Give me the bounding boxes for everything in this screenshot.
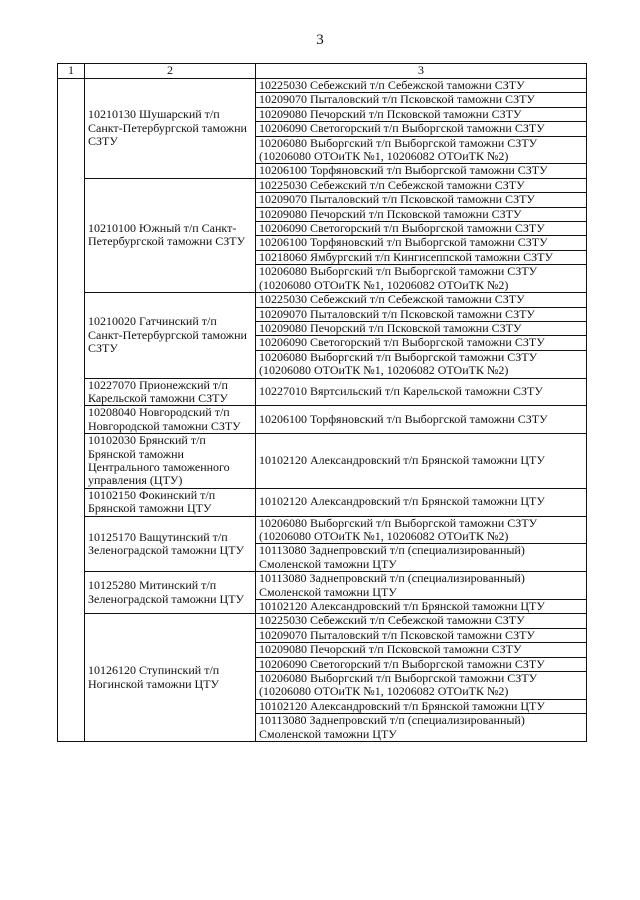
destination-post-cell: 10206090 Светогорский т/п Выборгской таможни СЗТУ: [256, 122, 587, 136]
destination-post-cell: 10225030 Себежский т/п Себежской таможни СЗТУ: [256, 614, 587, 628]
column-header-1: 1: [58, 64, 85, 79]
destination-post-cell: 10113080 Заднепровский т/п (специализированный) Смоленской таможни ЦТУ: [256, 572, 587, 600]
destination-post-cell: 10102120 Александровский т/п Брянской таможни ЦТУ: [256, 600, 587, 614]
destination-post-cell: 10225030 Себежский т/п Себежской таможни СЗТУ: [256, 79, 587, 93]
destination-post-cell: 10225030 Себежский т/п Себежской таможни СЗТУ: [256, 293, 587, 307]
destination-post-cell: 10209070 Пыталовский т/п Псковской таможни СЗТУ: [256, 307, 587, 321]
destination-post-cell: 10209070 Пыталовский т/п Псковской таможни СЗТУ: [256, 628, 587, 642]
table-row: [58, 572, 587, 600]
table-row: [58, 178, 587, 192]
column-header-2: 2: [85, 64, 256, 79]
destination-post-cell: 10206100 Торфяновский т/п Выборгской таможни СЗТУ: [256, 164, 587, 178]
destination-post-cell: 10102120 Александровский т/п Брянской таможни ЦТУ: [256, 488, 587, 516]
destination-post-cell: 10206080 Выборгский т/п Выборгской таможни СЗТУ (10206080 ОТОиТК №1, 10206082 ОТОиТК №2): [256, 136, 587, 164]
destination-post-cell: 10209080 Печорский т/п Псковской таможни СЗТУ: [256, 321, 587, 335]
destination-post-cell: 10227010 Вяртсильский т/п Карельской таможни СЗТУ: [256, 378, 587, 406]
origin-post-cell: 10208040 Новгородский т/п Новгородской таможни СЗТУ: [85, 406, 256, 434]
origin-post-cell: 10102150 Фокинский т/п Брянской таможни ЦТУ: [85, 488, 256, 516]
origin-post-cell: 10210100 Южный т/п Санкт-Петербургской таможни СЗТУ: [85, 178, 256, 292]
table-row: [58, 488, 587, 516]
table-row: [58, 79, 587, 93]
origin-post-cell: 10227070 Прионежский т/п Карельской таможни СЗТУ: [85, 378, 256, 406]
destination-post-cell: 10206080 Выборгский т/п Выборгской таможни СЗТУ (10206080 ОТОиТК №1, 10206082 ОТОиТК №2): [256, 672, 587, 700]
destination-post-cell: 10206080 Выборгский т/п Выборгской таможни СЗТУ (10206080 ОТОиТК №1, 10206082 ОТОиТК №2): [256, 350, 587, 378]
destination-post-cell: 10209070 Пыталовский т/п Псковской таможни СЗТУ: [256, 93, 587, 107]
table-row: [58, 434, 587, 489]
destination-post-cell: 10113080 Заднепровский т/п (специализированный) Смоленской таможни ЦТУ: [256, 544, 587, 572]
header-row: [58, 64, 587, 79]
destination-post-cell: 10209080 Печорский т/п Псковской таможни СЗТУ: [256, 107, 587, 121]
customs-route-table: [57, 63, 587, 742]
origin-post-cell: 10125170 Ващутинский т/п Зеленоградской таможни ЦТУ: [85, 516, 256, 572]
table-row: [58, 378, 587, 406]
destination-post-cell: 10102120 Александровский т/п Брянской таможни ЦТУ: [256, 699, 587, 713]
origin-post-cell: 10125280 Митинский т/п Зеленоградской таможни ЦТУ: [85, 572, 256, 614]
column-header-3: 3: [256, 64, 587, 79]
origin-post-cell: 10126120 Ступинский т/п Ногинской таможни ЦТУ: [85, 614, 256, 742]
destination-post-cell: 10206090 Светогорский т/п Выборгской таможни СЗТУ: [256, 657, 587, 671]
origin-post-cell: 10102030 Брянский т/п Брянской таможни Центрального таможенного управления (ЦТУ): [85, 434, 256, 489]
destination-post-cell: 10206090 Светогорский т/п Выборгской таможни СЗТУ: [256, 222, 587, 236]
table-row: [58, 516, 587, 544]
destination-post-cell: 10102120 Александровский т/п Брянской таможни ЦТУ: [256, 434, 587, 489]
destination-post-cell: 10206090 Светогорский т/п Выборгской таможни СЗТУ: [256, 336, 587, 350]
table-body: [58, 79, 587, 742]
destination-post-cell: 10209070 Пыталовский т/п Псковской таможни СЗТУ: [256, 193, 587, 207]
destination-post-cell: 10206080 Выборгский т/п Выборгской таможни СЗТУ (10206080 ОТОиТК №1, 10206082 ОТОиТК №2): [256, 516, 587, 544]
destination-post-cell: 10206080 Выборгский т/п Выборгской таможни СЗТУ (10206080 ОТОиТК №1, 10206082 ОТОиТК №2): [256, 265, 587, 293]
origin-post-cell: 10210130 Шушарский т/п Санкт-Петербургской таможни СЗТУ: [85, 79, 256, 179]
destination-post-cell: 10218060 Ямбургский т/п Кингисеппской таможни СЗТУ: [256, 250, 587, 264]
destination-post-cell: 10209080 Печорский т/п Псковской таможни СЗТУ: [256, 207, 587, 221]
destination-post-cell: 10225030 Себежский т/п Себежской таможни СЗТУ: [256, 178, 587, 192]
destination-post-cell: 10113080 Заднепровский т/п (специализированный) Смоленской таможни ЦТУ: [256, 714, 587, 742]
column-1-cell: [58, 79, 85, 742]
table-row: [58, 293, 587, 307]
origin-post-cell: 10210020 Гатчинский т/п Санкт-Петербургской таможни СЗТУ: [85, 293, 256, 378]
destination-post-cell: 10206100 Торфяновский т/п Выборгской таможни СЗТУ: [256, 406, 587, 434]
table-row: [58, 614, 587, 628]
page-number: 3: [316, 32, 324, 48]
destination-post-cell: 10206100 Торфяновский т/п Выборгской таможни СЗТУ: [256, 236, 587, 250]
destination-post-cell: 10209080 Печорский т/п Псковской таможни СЗТУ: [256, 643, 587, 657]
table-row: [58, 406, 587, 434]
